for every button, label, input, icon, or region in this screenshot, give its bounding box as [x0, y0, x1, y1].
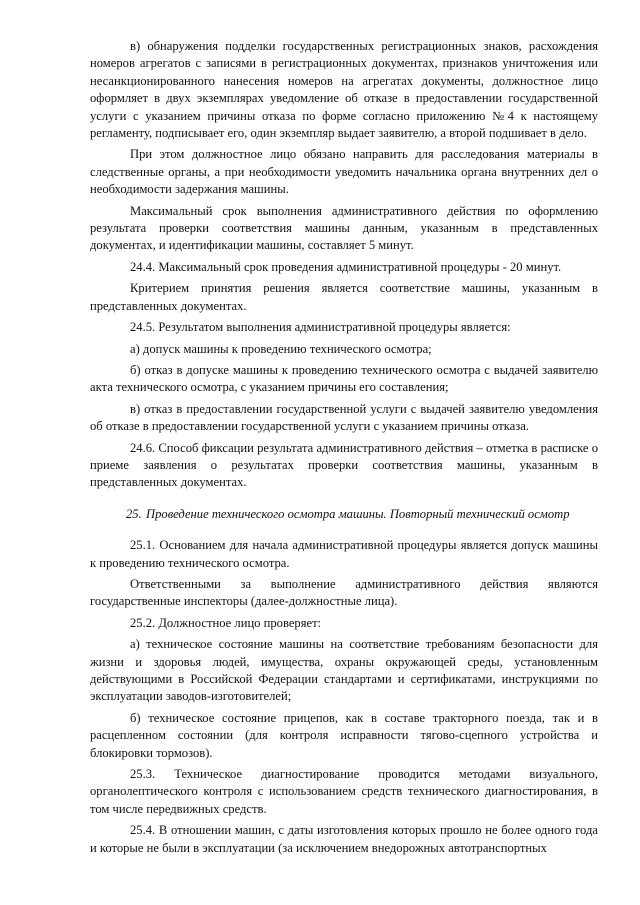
- paragraph-24-3-v: в) обнаружения подделки государственных регистрационных знаков, расхождения номеров агрегатов с записями в регистрационных документах, признаков уничтожения или несанкционированного нанесения номеров на агрегатах документы, должностное лицо оформляет в двух экземплярах уведомление об отказе в предоставлении государственной услуги с указанием причины отказа по форме согласно приложению №4 к настоящему регламенту, подписывает его, один экземпляр выдает заявителю, а второй подшивает в дело.: [90, 39, 598, 141]
- list-item-v: в) отказ в предоставлении государственной услуги с выдачей заявителю уведомления об отказе в предоставлении государственной услуги с указанием причины отказа.: [90, 401, 598, 434]
- paragraph-decision-criterion: Критерием принятия решения является соответствие машины, указанным в представленных документах.: [90, 281, 598, 313]
- list-item-b-25: б) техническое состояние прицепов, как в составе тракторного поезда, так и в расцепленном состоянии (для контроля исправности тягово-сцепного устройства и блокировки тормозов).: [90, 710, 598, 760]
- paragraph-25-1: 25.1. Основанием для начала административной процедуры является допуск машины к проведению технического осмотра.: [90, 538, 598, 570]
- paragraph-25-2: 25.2. Должностное лицо проверяет:: [130, 615, 322, 630]
- list-item-a-25: а) техническое состояние машины на соответствие требованиям безопасности для жизни и здоровья людей, имущества, охраны окружающей среды, установленным действующими в Российской Федерации стандартами и сертификатами, инструкциями по эксплуатации заводов-изготовителей;: [90, 637, 598, 704]
- section-number: 25.: [126, 506, 142, 521]
- paragraph-25-4: 25.4. В отношении машин, с даты изготовления которых прошло не более одного года и которые не были в эксплуатации (за исключением внедорожных автотранспортных: [90, 823, 598, 855]
- list-item-a: а) допуск машины к проведению технического осмотра;: [130, 341, 432, 356]
- paragraph-max-time-action: Максимальный срок выполнения административного действия по оформлению результата проверки соответствия машины данным, указанным в представленных документах, и идентификации машины, составляет 5 минут.: [90, 203, 598, 253]
- list-item-b: б) отказ в допуске машины к проведению технического осмотра с выдачей заявителю акта технического осмотра, с указанием причины его составления;: [90, 362, 598, 395]
- paragraph-responsible: Ответственными за выполнение административного действия являются государственные инспекторы (далее-должностные лица).: [90, 576, 598, 609]
- section-heading-25: [90, 506, 598, 523]
- paragraph-investigation: При этом должностное лицо обязано направить для расследования материалы в следственные органы, а при необходимости уведомить начальника органа внутренних дел о необходимости задержания машины.: [90, 147, 598, 197]
- paragraph-24-6: 24.6. Способ фиксации результата административного действия – отметка в расписке о приеме заявления о результатах проверки соответствия машины, указанным в представленных документах.: [90, 440, 598, 490]
- paragraph-24-4: 24.4. Максимальный срок проведения административной процедуры - 20 минут.: [130, 259, 562, 274]
- paragraph-24-5: 24.5. Результатом выполнения административной процедуры является:: [130, 320, 511, 335]
- paragraph-25-3: 25.3. Техническое диагностирование проводится методами визуального, органолептического контроля с использованием средств технического диагностирования, в том числе передвижных средств.: [90, 767, 598, 816]
- section-title: Проведение технического осмотра машины. Повторный технический осмотр: [146, 506, 570, 521]
